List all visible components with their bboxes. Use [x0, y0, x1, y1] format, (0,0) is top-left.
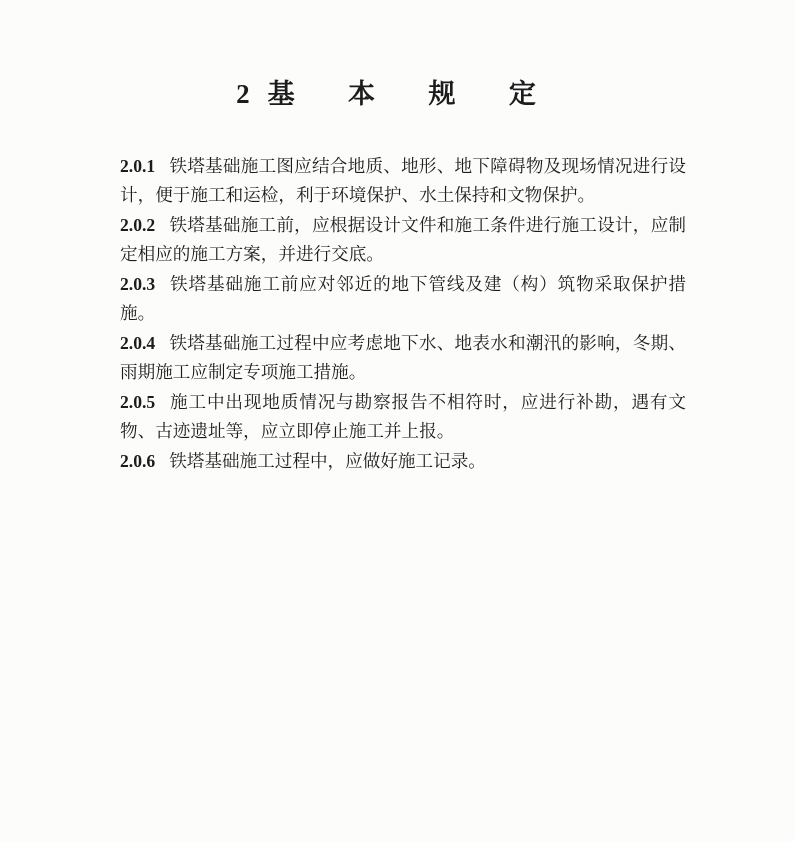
- clause-2-0-5: [120, 388, 686, 447]
- section-number: 2: [236, 79, 250, 109]
- section-title: 基 本 规 定: [267, 79, 558, 110]
- clause-number: 2.0.5: [120, 392, 156, 412]
- clause-number: 2.0.4: [120, 333, 156, 353]
- clause-number: 2.0.3: [120, 274, 156, 294]
- clause-number: 2.0.1: [120, 156, 156, 176]
- clause-2-0-6: [120, 447, 686, 477]
- clause-text: 铁塔基础施工过程中应考虑地下水、地表水和潮汛的影响，冬期、雨期施工应制定专项施工措施。: [120, 334, 686, 383]
- clause-text: 铁塔基础施工前应对邻近的地下管线及建（构）筑物采取保护措施。: [120, 275, 686, 324]
- clause-2-0-4: [120, 329, 686, 388]
- section-heading: [0, 72, 794, 111]
- clause-text: 铁塔基础施工图应结合地质、地形、地下障碍物及现场情况进行设计，便于施工和运检，利于环境保护、水土保持和文物保护。: [120, 157, 686, 206]
- clause-2-0-3: [120, 270, 686, 329]
- section-body: [120, 152, 686, 477]
- clause-number: 2.0.6: [120, 451, 156, 471]
- clause-text: 铁塔基础施工过程中，应做好施工记录。: [169, 452, 486, 472]
- clause-number: 2.0.2: [120, 215, 156, 235]
- clause-2-0-2: [120, 211, 686, 270]
- clause-2-0-1: [120, 152, 686, 211]
- clause-text: 施工中出现地质情况与勘察报告不相符时，应进行补勘，遇有文物、古迹遗址等，应立即停止施工并上报。: [120, 393, 686, 442]
- clause-text: 铁塔基础施工前，应根据设计文件和施工条件进行施工设计，应制定相应的施工方案，并进行交底。: [120, 216, 686, 265]
